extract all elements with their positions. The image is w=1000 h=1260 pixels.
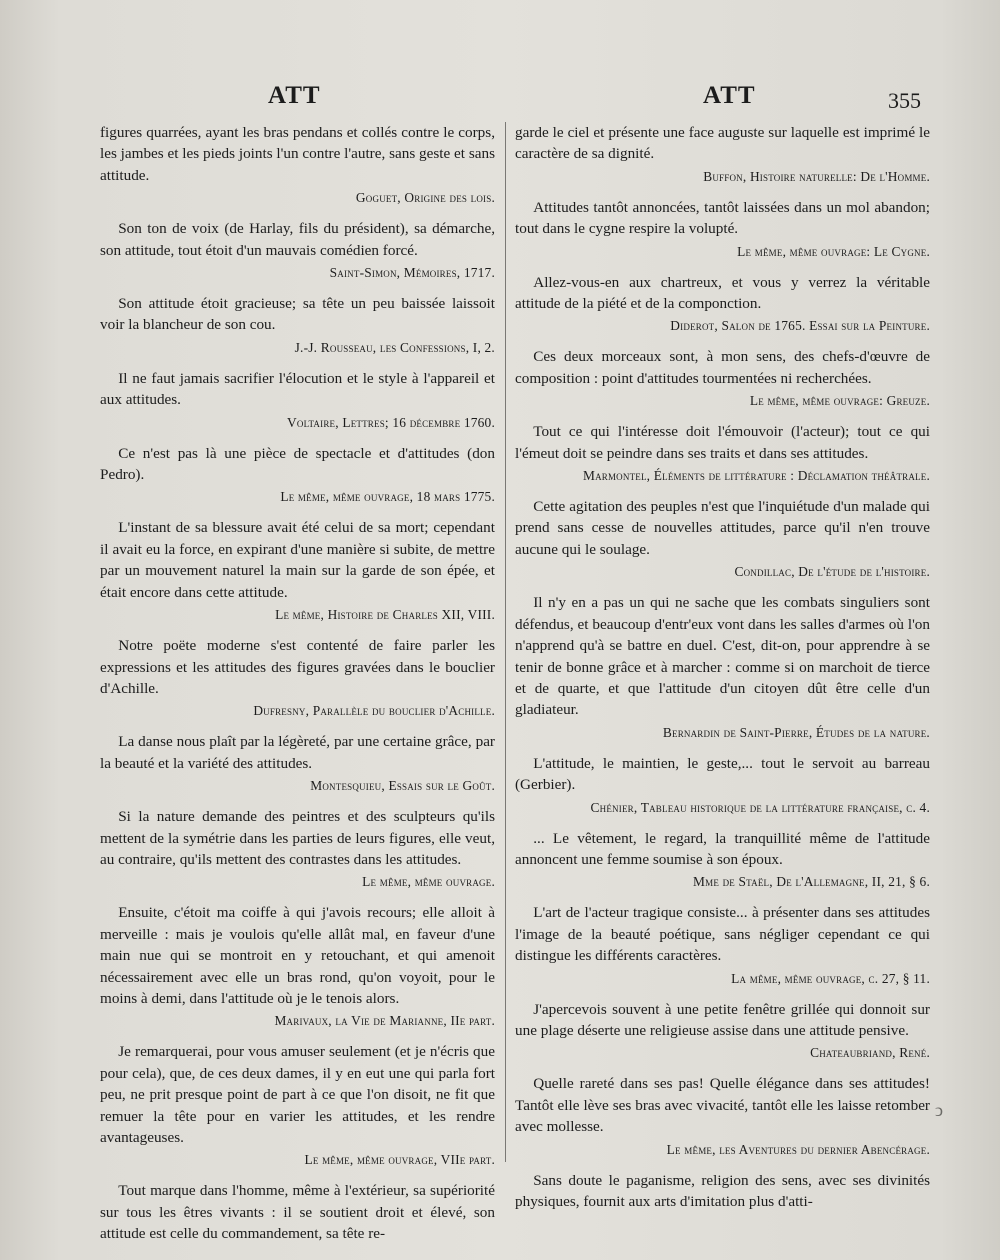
quotation-text: L'art de l'acteur tragique consiste... à présenter dans ses attitudes l'image de la beauté poétique, sans négliger cependant ce qui distingue les différents caractères. — [515, 904, 930, 965]
quotation-text: La danse nous plaît par la légèreté, par une certaine grâce, par la beauté et la variété des attitudes. — [100, 733, 495, 772]
quotation-text: figures quarrées, ayant les bras pendans et collés contre le corps, les jambes et les pieds joints l'un contre l'autre, sans geste et sans attitude. — [100, 124, 495, 184]
running-head-right: ATT — [703, 82, 756, 109]
quotation-text: L'instant de sa blessure avait été celui de sa mort; cependant il avait eu la force, en expirant d'une manière si subite, de mettre par un mouvement naturel la main sur la garde de son épée, et était encore dans cette attitude. — [100, 519, 495, 601]
quotation-text: Ensuite, c'étoit ma coiffe à qui j'avois recours; elle alloit à merveille : mais je voulois qu'elle allât mal, en faveur d'une main nue qui se montroit en y retouchant, et qui amenoit nécessairement avec elle un bras rond, qu'on voyoit, pour le moins à demi, dans l'attitude où je le tenois alors. — [100, 904, 495, 1007]
quotation-source: Chénier, Tableau historique de la littérature française, c. 4. — [590, 799, 930, 815]
quotation-source: Goguet, Origine des lois. — [355, 190, 495, 206]
quotation-text: Je remarquerai, pour vous amuser seulement (et je n'écris que pour cela), que, de ces deux dames, il y en eut une qui parla fort peu, ne prit presque point de part à ce que l'on disoit, ne fit que remuer la tête pour en varier les attitudes, et les rendre avantageuses. — [100, 1043, 495, 1146]
quotation-text: garde le ciel et présente une face auguste sur laquelle est imprimé le caractère de sa dignité. — [515, 124, 930, 163]
left-column — [100, 122, 495, 1245]
quotation-source: Le même, Histoire de Charles XII, VIII. — [275, 607, 495, 623]
quotation-source: Condillac, De l'étude de l'histoire. — [734, 564, 930, 580]
quotation-source: Le même, même ouvrage, VIIe part. — [304, 1152, 495, 1168]
quotation-text: Il ne faut jamais sacrifier l'élocution et le style à l'appareil et aux attitudes. — [100, 369, 495, 409]
quotation-source: Bernardin de Saint-Pierre, Études de la nature. — [662, 724, 930, 740]
quotation-source: Voltaire, Lettres; 16 décembre 1760. — [287, 414, 495, 430]
quotation-text: Son ton de voix (de Harlay, fils du président), sa démarche, son attitude, tout étoit d'un mauvais comédien forcé. — [100, 220, 495, 259]
quotation-text: L'attitude, le maintien, le geste,... tout le servoit au barreau (Gerbier). — [515, 754, 930, 794]
quotation-source: Marivaux, la Vie de Marianne, IIe part. — [274, 1013, 495, 1029]
quotation-source: Le même, même ouvrage: Greuze. — [749, 393, 930, 409]
quotation-source: Saint-Simon, Mémoires, 1717. — [329, 265, 495, 281]
quotation-source: Le même, les Aventures du dernier Abencérage. — [666, 1141, 930, 1157]
quotation-source: Le même, même ouvrage. — [362, 874, 495, 890]
quotation-source: Mme de Staël, De l'Allemagne, II, 21, § 6. — [693, 874, 930, 890]
quotation-text: Notre poëte moderne s'est contenté de faire parler les expressions et les attitudes des figures gravées dans le bouclier d'Achille. — [100, 637, 495, 697]
quotation-text: Si la nature demande des peintres et des sculpteurs qu'ils mettent de la symétrie dans les parties de leurs figures, elle veut, au contraire, qu'ils mettent des contrastes dans les attitudes. — [100, 808, 495, 868]
quotation-text: Ces deux morceaux sont, à mon sens, des chefs-d'œuvre de composition : point d'attitudes tourmentées ni recherchées. — [515, 348, 930, 387]
column-divider — [505, 122, 506, 1162]
quotation-source: Buffon, Histoire naturelle: De l'Homme. — [703, 168, 930, 184]
quotation-text: Cette agitation des peuples n'est que l'inquiétude d'un malade qui prend sans cesse de nouvelles attitudes, parce qu'il n'en trouve aucune qui le soulage. — [515, 498, 930, 558]
quotation-text: Ce n'est pas là une pièce de spectacle et d'attitudes (don Pedro). — [100, 444, 495, 484]
quotation-source: Dufresny, Parallèle du bouclier d'Achille. — [253, 703, 495, 719]
quotation-text: Sans doute le paganisme, religion des sens, avec ses divinités physiques, fournit aux arts d'imitation plus d'atti- — [515, 1171, 930, 1210]
quotation-text: J'apercevois souvent à une petite fenêtre grillée qui donnoit sur une plage déserte une religieuse assise dans une attitude pensive. — [515, 1000, 930, 1039]
quotation-source: Le même, même ouvrage: Le Cygne. — [737, 243, 930, 259]
quotation-source: Marmontel, Éléments de littérature : Déclamation théâtrale. — [582, 468, 930, 484]
quotation-text: Il n'y en a pas un qui ne sache que les combats singuliers sont défendus, et beaucoup d'entr'eux vont dans les salles d'armes où l'on n'apprend qu'à se battre en duel. C'est, dit-on, pour apprendre à se tenir de bonne grâce et à marcher : comme si on marchoit de tierce et de quarte, et que l'attitude d'un citoyen dût être celle d'un gladiateur. — [515, 594, 930, 719]
quotation-text: Son attitude étoit gracieuse; sa tête un peu baissée laissoit voir la blancheur de son cou. — [100, 295, 495, 334]
quotation-source: Le même, même ouvrage, 18 mars 1775. — [280, 489, 495, 505]
quotation-text: Tout ce qui l'intéresse doit l'émouvoir (l'acteur); tout ce qui l'émeut doit se peindre dans ses traits et dans ses attitudes. — [515, 423, 930, 462]
quotation-source: Montesquieu, Essais sur le Goût. — [310, 778, 495, 794]
quotation-source: J.-J. Rousseau, les Confessions, I, 2. — [294, 339, 495, 355]
quotation-text: Tout marque dans l'homme, même à l'extérieur, sa supériorité sur tous les êtres vivants : il se soutient droit et élevé, son attitude est celle du commandement, sa tête re- — [100, 1182, 495, 1243]
margin-mark: ↄ — [935, 1100, 943, 1120]
quotation-text: ... Le vêtement, le regard, la tranquillité même de l'attitude annoncent une femme soumise à son époux. — [515, 829, 930, 868]
quotation-text: Attitudes tantôt annoncées, tantôt laissées dans un mol abandon; tout dans le cygne respire la volupté. — [515, 198, 930, 238]
quotation-text: Allez-vous-en aux chartreux, et vous y verrez la véritable attitude de la piété et de la componction. — [515, 273, 930, 313]
page-number: 355 — [888, 88, 921, 113]
running-head-left: ATT — [268, 82, 321, 109]
quotation-source: Diderot, Salon de 1765. Essai sur la Peinture. — [670, 318, 930, 334]
right-column — [515, 122, 930, 1212]
quotation-source: Chateaubriand, René. — [810, 1045, 930, 1061]
quotation-text: Quelle rareté dans ses pas! Quelle élégance dans ses attitudes! Tantôt elle lève ses bras avec vivacité, tantôt elle les laisse retomber avec mollesse. — [515, 1075, 930, 1136]
quotation-source: La même, même ouvrage, c. 27, § 11. — [731, 970, 930, 986]
